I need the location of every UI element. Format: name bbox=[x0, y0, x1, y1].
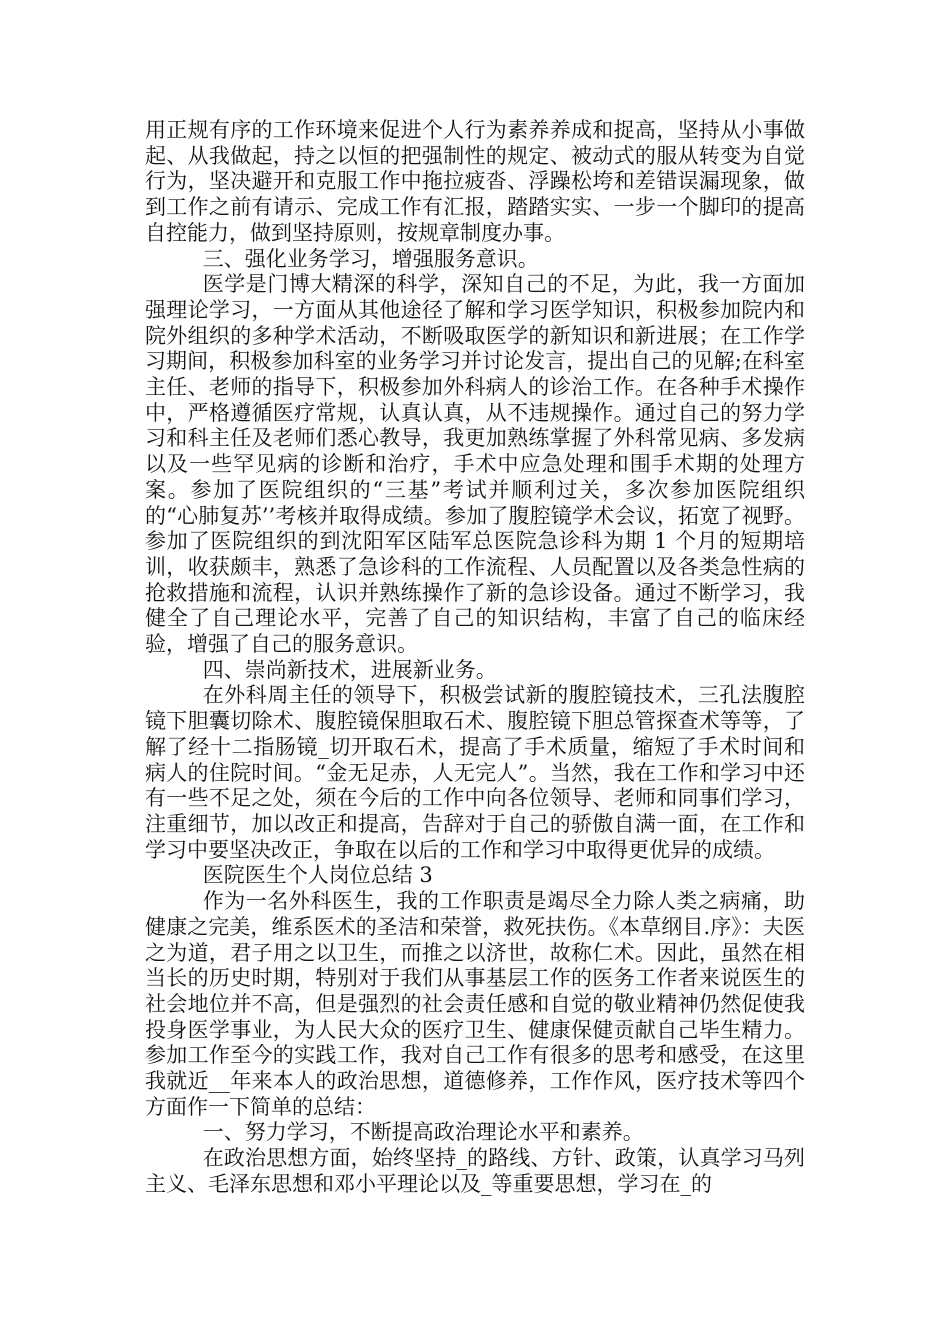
paragraph-surgeon-duty: 作为一名外科医生，我的工作职责是竭尽全力除人类之病痛，助健康之完美，维系医术的圣洁和荣誉，救死扶伤。《本草纲目.序》：夫医之为道，君子用之以卫生，而推之以济世，故称仁术。因此，虽然在相当长的历史时期，特别对于我们从事基层工作的医务工作者来说医生的社会地位并不高，但是强烈的社会责任感和自觉的敬业精神仍然促使我投身医学事业，为人民大众的医疗卫生、健康保健贡献自己毕生精力。参加工作至今的实践工作，我对自己工作有很多的思考和感受，在这里我就近__年来本人的政治思想，道德修养，工作作风，医疗技术等四个方面作一下简单的总结： bbox=[145, 889, 805, 1119]
paragraph-political-thought: 在政治思想方面，始终坚持_的路线、方针、政策，认真学习马列主义、毛泽东思想和邓小平理论以及_等重要思想，学习在_的 bbox=[145, 1146, 805, 1196]
section-heading-business-study: 三、强化业务学习，增强服务意识。 bbox=[202, 246, 539, 271]
paragraph-discipline: 用正规有序的工作环境来促进个人行为素养养成和捉高，坚持从小事做起、从我做起，持之以恒的把强制性的规定、被动式的服从转变为自觉行为，坚决避开和克服工作中拖拉疲沓、浮躁松垮和差错误漏现象，做到工作之前有请示、完成工作有汇报，踏踏实实、一步一个脚印的提高自控能力，做到坚持原则，按规章制度办事。 bbox=[145, 118, 805, 245]
paragraph-medical-study: 医学是门博大精深的科学，深知自己的不足，为此，我一方面加强理论学习，一方面从其他途径了解和学习医学知识，积极参加院内和院外组织的多种学术活动，不断吸取医学的新知识和新进展；在工作学习期间，积极参加科室的业务学习并讨论发言，提出自己的见解;在科室主任、老师的指导下，积极参加外科病人的诊治工作。在各种手术操作中，严格遵循医疗常规，认真认真，从不违规操作。通过自己的努力学习和科主任及老师们悉心教导，我更加熟练掌握了外科常见病、多发病以及一些罕见病的诊断和治疗，手术中应急处理和围手术期的处理方案。参加了医院组织的“三基”考试并顺利过关，多次参加医院组织的“心肺复苏’’考核并取得成绩。参加了腹腔镜学术会议，拓宽了视野。参加了医院组织的到沈阳军区陆军总医院急诊科为期 1 个月的短期培训，收获颇丰，熟悉了急诊科的工作流程、人员配置以及各类急性病的抢救措施和流程，认识并熟练操作了新的急诊设备。通过不断学习，我健全了自己理论水平，完善了自己的知识结构，丰富了自己的临床经验，增强了自己的服务意识。 bbox=[145, 272, 805, 657]
document-page bbox=[145, 118, 805, 1198]
section-heading-new-technology: 四、崇尚新技术，进展新业务。 bbox=[202, 657, 497, 682]
section-heading-political-study: 一、努力学习，不断提高政治理论水平和素养。 bbox=[202, 1120, 644, 1145]
summary-title-3: 医院医生个人岗位总结 3 bbox=[202, 863, 433, 888]
paragraph-laparoscopy: 在外科周主任的领导下，积极尝试新的腹腔镜技术，三孔法腹腔镜下胆囊切除术、腹腔镜保胆取石术、腹腔镜下胆总管探查术等等，了解了经十二指肠镜_切开取石术，提高了手术质量，缩短了手术时间和病人的住院时间。“金无足赤，人无完人”。当然，我在工作和学习中还有一些不足之处，须在今后的工作中向各位领导、老师和同事们学习，注重细节，加以改正和提高，告辞对于自己的骄傲自满一面，在工作和学习中要坚决改正，争取在以后的工作和学习中取得更优异的成绩。 bbox=[145, 683, 805, 862]
